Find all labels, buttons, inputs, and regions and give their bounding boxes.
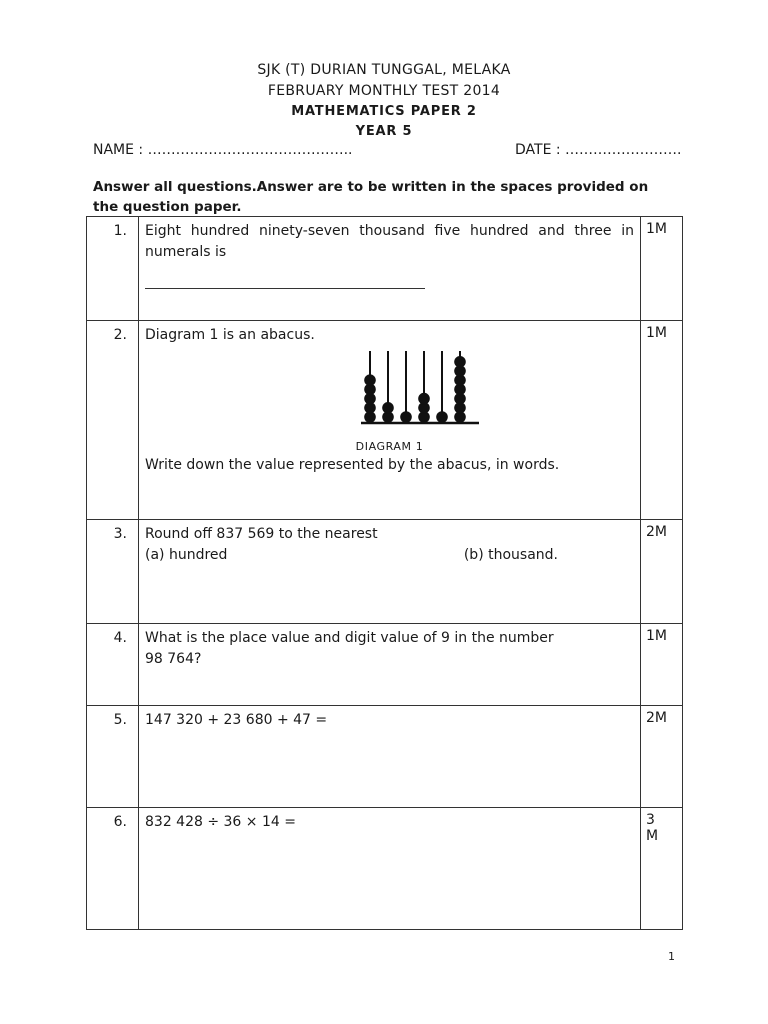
abacus-bead: [364, 374, 376, 386]
part-b: (b) thousand.: [463, 547, 558, 563]
question-number: 2.: [87, 321, 139, 520]
question-body: [139, 808, 641, 930]
question-table: [86, 216, 683, 930]
date-field[interactable]: DATE : …………………….: [515, 142, 682, 158]
question-text: Diagram 1 is an abacus.: [145, 327, 315, 343]
question-number: 4.: [87, 624, 139, 706]
question-number: 5.: [87, 706, 139, 808]
question-marks: 1M: [641, 624, 683, 706]
question-row-1: [87, 217, 683, 321]
instructions: Answer all questions.Answer are to be written in the spaces provided on the question paper.: [93, 179, 649, 215]
question-row-3: [87, 520, 683, 624]
question-body: [139, 520, 641, 624]
question-text: Round off 837 569 to the nearest: [145, 526, 378, 542]
abacus-bead: [382, 402, 394, 414]
question-parts: [145, 545, 634, 566]
name-field[interactable]: NAME : ……………………………………..: [93, 142, 353, 158]
question-number: 6.: [87, 808, 139, 930]
part-a: (a) hundred: [145, 547, 228, 563]
question-text: What is the place value and digit value of 9 in the number: [145, 630, 554, 646]
answer-line[interactable]: [145, 287, 425, 289]
question-body: [139, 624, 641, 706]
school-name: SJK (T) DURIAN TUNGGAL, MELAKA: [257, 62, 511, 78]
question-marks: [641, 808, 683, 930]
marks-line-1: 3: [646, 812, 655, 828]
question-text: 147 320 + 23 680 + 47 =: [145, 712, 328, 728]
question-marks: 2M: [641, 520, 683, 624]
page-number: 1: [668, 950, 675, 963]
abacus-bead: [418, 393, 430, 405]
test-title: FEBRUARY MONTHLY TEST 2014: [267, 83, 501, 99]
question-body: [139, 706, 641, 808]
question-number: 3.: [87, 520, 139, 624]
marks-line-2: M: [646, 828, 659, 844]
question-number: 1.: [87, 217, 139, 321]
question-row-2: [87, 321, 683, 520]
question-text: 832 428 ÷ 36 × 14 =: [145, 814, 296, 830]
question-marks: 1M: [641, 217, 683, 321]
abacus-bead: [436, 411, 448, 423]
question-row-4: [87, 624, 683, 706]
question-row-6: [87, 808, 683, 930]
question-text: Eight hundred ninety-seven thousand five hundred and three in numerals is: [145, 223, 634, 260]
question-text-cont: 98 764?: [145, 651, 202, 667]
question-body: [139, 217, 641, 321]
question-body: [139, 321, 641, 520]
question-prompt: Write down the value represented by the abacus, in words.: [145, 457, 560, 473]
abacus-diagram: [359, 348, 489, 428]
abacus-bead: [400, 411, 412, 423]
year-title: YEAR 5: [355, 124, 413, 139]
paper-title: MATHEMATICS PAPER 2: [291, 104, 477, 119]
abacus-bead: [454, 356, 466, 368]
question-row-5: [87, 706, 683, 808]
abacus-figure: [145, 348, 634, 428]
diagram-caption: DIAGRAM 1: [355, 440, 424, 453]
question-marks: 2M: [641, 706, 683, 808]
question-marks: 1M: [641, 321, 683, 520]
